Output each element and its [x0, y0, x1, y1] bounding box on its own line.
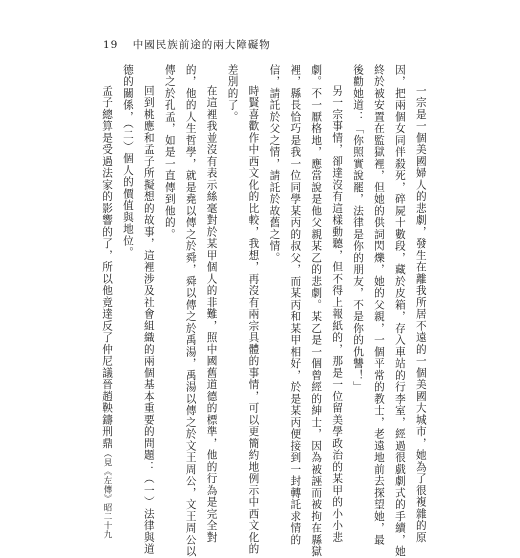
- column-text: 時賢喜歡作中西文化的比較，我想，再沒有兩宗具體的事情，可以更簡約地例示中西文化的: [247, 85, 260, 555]
- running-header: [103, 37, 271, 52]
- column-text: 德的關係，（二）個人的價值與地位。: [121, 64, 134, 259]
- text-column: [100, 64, 114, 540]
- citation-note: （見《左傳》昭二十九: [102, 449, 112, 540]
- text-column: [414, 64, 428, 544]
- text-column: [288, 64, 302, 546]
- running-title: 中國民族前途的兩大障礙物: [132, 39, 271, 51]
- column-text: 孟子總算是受過法家的影響的了，所以他竟達反了仲尼議晉趙鞅鑄刑鼎: [101, 85, 113, 450]
- column-text: 在這裡我並沒有表示絲毫對於某甲個人的非難，照中國舊道德的標準，他的行為是完全對: [205, 85, 218, 544]
- column-text: 另一宗事情，卻達沒有這樣動聽，但不得上報紙的，那是一位留美學政治的某甲的小小悲: [331, 85, 344, 544]
- text-column: [184, 64, 198, 558]
- column-text: 信，請託於父之情，請託於故舊之情。: [268, 64, 281, 264]
- text-column: [309, 64, 323, 558]
- column-text: 終於被安置在監獄裡，但她的供詞閃爍，她的父親，一個平常的教士，老遠地前去探望她，最: [372, 64, 385, 546]
- column-text: 一宗是一個美國婦人的悲劇，發生在離我所居不遠的一個美國大城市，她為了很複雜的原: [414, 85, 427, 544]
- column-text: 裡，縣長恰巧是我一位同學某丙的叔父，而某丙和某甲相好，於是某丙便接到一封轉託求情的: [289, 64, 302, 546]
- text-column: [246, 64, 260, 555]
- text-column: [226, 64, 240, 456]
- column-text: 傳之於孔孟，如是一直傳到他的。: [163, 64, 176, 241]
- text-column: [121, 64, 135, 456]
- vertical-text-body: [100, 64, 428, 558]
- text-column: [205, 64, 219, 544]
- text-column: [393, 64, 407, 558]
- text-column: [142, 64, 156, 555]
- column-text: 因，把兩個女同伴殺死，碎屍十數段，藏於皮箱，存入車站的行李室，經過很戲劇式的手續，她: [393, 64, 406, 558]
- text-column: [163, 64, 177, 456]
- page-number: 19: [103, 39, 119, 51]
- column-text: 回到桃應和孟子所擬想的故事，這裡涉及社會組織的兩個基本重要的問題：（一）法律與道: [142, 85, 155, 555]
- text-column: [351, 64, 365, 456]
- column-text: 後勸她道：「你照實說罷，法律是你的朋友，不是你的仇讐！」: [352, 64, 365, 393]
- column-text: 的，他的人生哲學，就是堯以傳之於舜，舜以傳之於禹湯，禹湯以傳之於文王周公，文王周公以: [184, 64, 197, 558]
- column-text: 差別的了。: [226, 64, 239, 123]
- text-column: [372, 64, 386, 546]
- column-text: 劇。不一厭格地，應當說是他父親某乙的悲劇。某乙是一個曾經的紳士，因為被誣而被拘在縣獄: [310, 64, 323, 558]
- text-column: [267, 64, 281, 456]
- text-column: [330, 64, 344, 544]
